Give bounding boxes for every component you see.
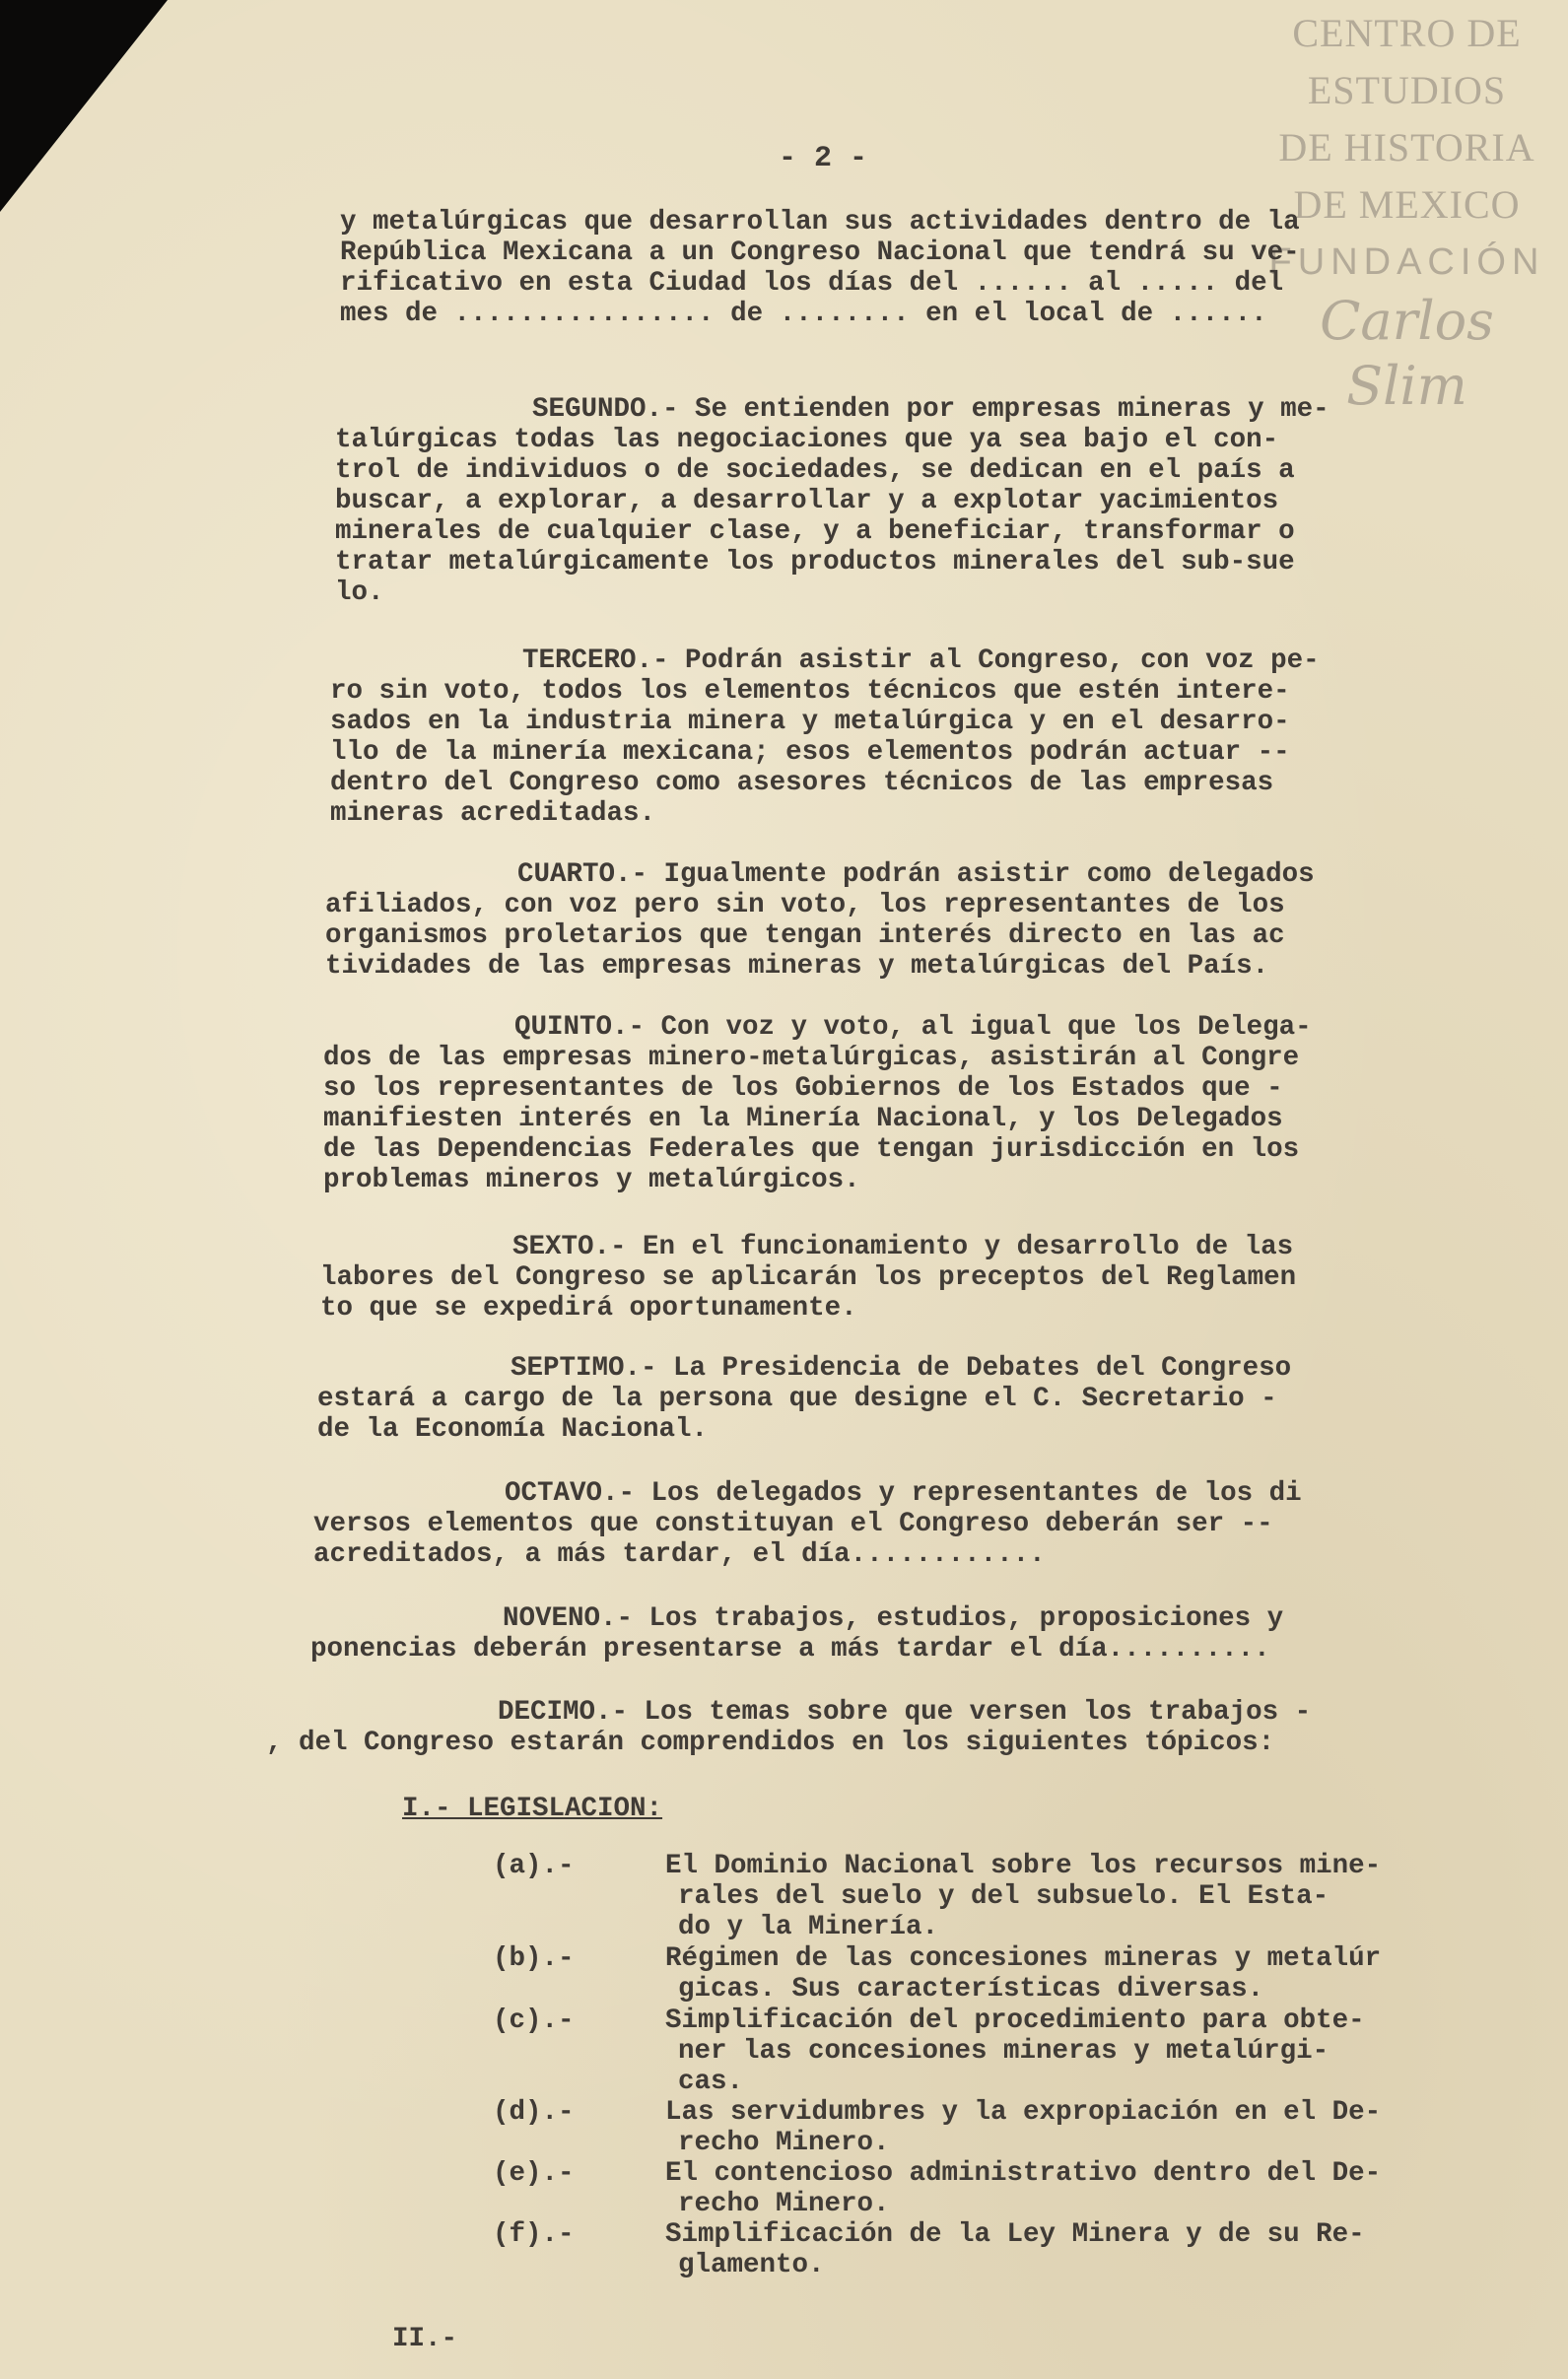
septimo-line-3: de la Economía Nacional. [317,1414,709,1445]
item-label: (f).- [493,2219,575,2250]
segundo-line-6: tratar metalúrgicamente los productos minerales del sub-sue [335,547,1295,578]
stamp-fundacion: FUNDACIÓN [1268,241,1545,283]
opening-line-3: rificativo en esta Ciudad los días del ...... al ..... del [340,268,1284,299]
quinto-line-1: QUINTO.- Con voz y voto, al igual que los Delega- [514,1012,1312,1043]
segundo-line-4: buscar, a explorar, a desarrollar y a explotar yacimientos [335,486,1279,516]
item-text-line: recho Minero. [678,2128,890,2158]
segundo-line-1: SEGUNDO.- Se entienden por empresas mineras y me- [532,394,1329,425]
item-text-line: cas. [678,2067,744,2097]
item-text-line: ner las concesiones mineras y metalúrgi- [678,2036,1329,2067]
item-text-line: El contencioso administrativo dentro del De- [665,2158,1382,2189]
page-number: - 2 - [779,142,868,175]
decimo-line-1: DECIMO.- Los temas sobre que versen los trabajos - [498,1697,1312,1728]
item-text-line: do y la Minería. [678,1912,939,1942]
segundo-line-2: talúrgicas todas las negociaciones que ya sea bajo el con- [335,425,1279,455]
decimo-line-2: , del Congreso estarán comprendidos en los siguientes tópicos: [266,1728,1275,1758]
cuarto-line-3: organismos proletarios que tengan interés directo en las ac [325,920,1285,951]
opening-line-4: mes de ................ de ........ en el local de ...... [340,299,1267,329]
octavo-line-3: acreditados, a más tardar, el día............ [313,1539,1046,1570]
folded-corner [0,0,168,212]
item-text-line: Las servidumbres y la expropiación en el De- [665,2097,1382,2128]
quinto-line-3: so los representantes de los Gobiernos de los Estados que - [323,1073,1283,1104]
sexto-line-2: labores del Congreso se aplicarán los preceptos del Reglamen [320,1262,1297,1293]
next-section-marker: II.- [392,2324,458,2354]
quinto-line-5: de las Dependencias Federales que tengan jurisdicción en los [323,1134,1300,1165]
tercero-line-4: llo de la minería mexicana; esos elementos podrán actuar -- [330,737,1290,768]
item-label: (e).- [493,2158,575,2189]
quinto-line-4: manifiesten interés en la Minería Nacional, y los Delegados [323,1104,1283,1134]
tercero-line-6: mineras acreditadas. [330,798,656,829]
octavo-line-1: OCTAVO.- Los delegados y representantes de los di [505,1478,1302,1509]
noveno-line-2: ponencias deberán presentarse a más tardar el día.......... [310,1634,1270,1665]
item-text-line: Régimen de las concesiones mineras y metalúr [665,1943,1382,1974]
tercero-line-3: sados en la industria minera y metalúrgica y en el desarro- [330,707,1290,737]
segundo-line-7: lo. [335,578,384,608]
item-label: (d).- [493,2097,575,2128]
quinto-line-6: problemas mineros y metalúrgicos. [323,1165,860,1195]
septimo-line-1: SEPTIMO.- La Presidencia de Debates del Congreso [511,1353,1292,1384]
stamp-line-2: ESTUDIOS [1307,68,1507,112]
item-label: (a).- [493,1851,575,1881]
item-label: (b).- [493,1943,575,1974]
item-text-line: glamento. [678,2250,825,2280]
item-text-line: El Dominio Nacional sobre los recursos mine- [665,1851,1382,1881]
segundo-line-3: trol de individuos o de sociedades, se dedican en el país a [335,455,1295,486]
stamp-line-4: DE MEXICO [1293,182,1521,227]
section-heading-legislacion: I.- LEGISLACION: [402,1794,663,1824]
tercero-line-2: ro sin voto, todos los elementos técnicos que estén intere- [330,676,1290,707]
item-text-line: Simplificación de la Ley Minera y de su Re- [665,2219,1365,2250]
item-text-line: rales del suelo y del subsuelo. El Esta- [678,1881,1329,1912]
quinto-line-2: dos de las empresas minero-metalúrgicas, asistirán al Congre [323,1043,1300,1073]
stamp-signature: Carlos Slim [1320,290,1494,417]
stamp-line-1: CENTRO DE [1292,11,1522,55]
noveno-line-1: NOVENO.- Los trabajos, estudios, proposiciones y [503,1603,1284,1634]
segundo-line-5: minerales de cualquier clase, y a beneficiar, transformar o [335,516,1295,547]
tercero-line-1: TERCERO.- Podrán asistir al Congreso, con voz pe- [522,646,1320,676]
cuarto-line-2: afiliados, con voz pero sin voto, los representantes de los [325,890,1285,920]
opening-line-2: República Mexicana a un Congreso Nacional que tendrá su ve- [340,238,1300,268]
item-text-line: recho Minero. [678,2189,890,2219]
septimo-line-2: estará a cargo de la persona que designe el C. Secretario - [317,1384,1277,1414]
tercero-line-5: dentro del Congreso como asesores técnicos de las empresas [330,768,1274,798]
stamp-line-3: DE HISTORIA [1278,125,1535,170]
opening-line-1: y metalúrgicas que desarrollan sus actividades dentro de la [340,207,1300,238]
cuarto-line-1: CUARTO.- Igualmente podrán asistir como delegados [517,859,1315,890]
item-label: (c).- [493,2005,575,2036]
item-text-line: gicas. Sus características diversas. [678,1974,1264,2005]
cuarto-line-4: tividades de las empresas mineras y metalúrgicas del País. [325,951,1269,982]
sexto-line-3: to que se expedirá oportunamente. [320,1293,857,1324]
sexto-line-1: SEXTO.- En el funcionamiento y desarrollo de las [512,1232,1294,1262]
item-text-line: Simplificación del procedimiento para obte- [665,2005,1365,2036]
octavo-line-2: versos elementos que constituyan el Congreso deberán ser -- [313,1509,1273,1539]
